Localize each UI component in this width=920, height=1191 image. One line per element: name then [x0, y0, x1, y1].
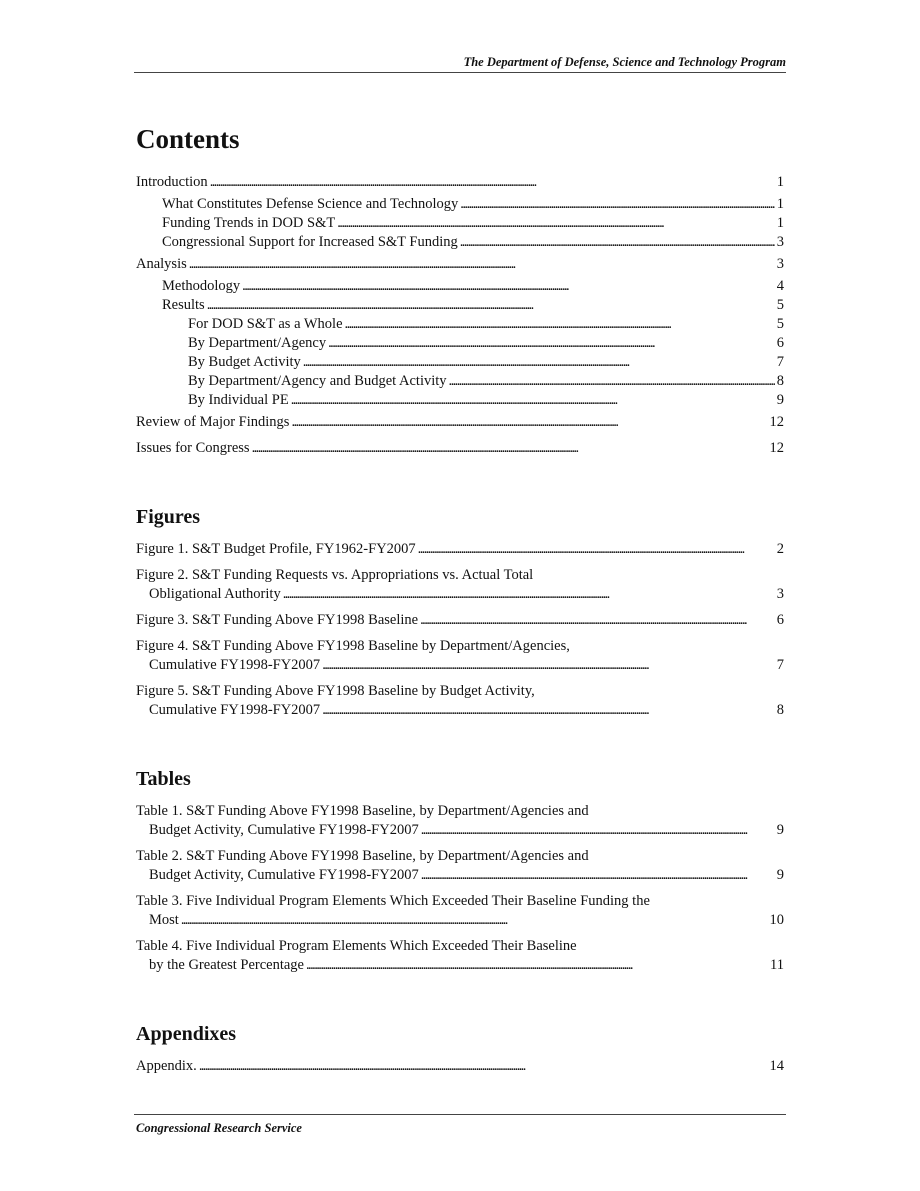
toc-entry-by-budget-activity[interactable]: By Budget Activity . . . 7: [136, 353, 784, 372]
table-of-contents: [136, 124, 784, 1076]
figure-entry-1[interactable]: Figure 1. S&T Budget Profile, FY1962-FY2007 . . . 2: [136, 540, 784, 559]
toc-entry-by-department[interactable]: By Department/Agency . . . 6: [136, 334, 784, 353]
figure-entry-2[interactable]: Figure 2. S&T Funding Requests vs. Appropriations vs. Actual Total Obligational Authority . . . 3: [136, 566, 784, 604]
running-header: The Department of Defense, Science and Technology Program: [463, 55, 786, 69]
contents-heading: Contents: [136, 124, 240, 154]
toc-entry-results[interactable]: Results . . . 5: [136, 296, 784, 315]
tables-heading: Tables: [136, 768, 191, 790]
toc-entry-introduction[interactable]: Introduction . . . 1: [136, 173, 784, 192]
table-entry-4[interactable]: Table 4. Five Individual Program Elements Which Exceeded Their Baseline by the Greatest Percentage . . . 11: [136, 937, 784, 975]
toc-entry-methodology[interactable]: Methodology . . . 4: [136, 277, 784, 296]
toc-entry-issues-congress[interactable]: Issues for Congress . . . 12: [136, 439, 784, 458]
running-footer: Congressional Research Service: [136, 1121, 302, 1135]
toc-entry-what-constitutes[interactable]: What Constitutes Defense Science and Technology . . . 1: [136, 195, 784, 214]
toc-entry-funding-trends[interactable]: Funding Trends in DOD S&T . . . 1: [136, 214, 784, 233]
figure-entry-4[interactable]: Figure 4. S&T Funding Above FY1998 Baseline by Department/Agencies, Cumulative FY1998-FY2007 . . . 7: [136, 637, 784, 675]
toc-entry-dod-st-whole[interactable]: For DOD S&T as a Whole . . . 5: [136, 315, 784, 334]
table-entry-2[interactable]: Table 2. S&T Funding Above FY1998 Baseline, by Department/Agencies and Budget Activity, Cumulative FY1998-FY2007 . . . 9: [136, 847, 784, 885]
toc-entry-by-individual-pe[interactable]: By Individual PE . . . 9: [136, 391, 784, 410]
figures-heading: Figures: [136, 506, 201, 528]
header-rule: [134, 72, 786, 73]
toc-entry-analysis[interactable]: Analysis . . . 3: [136, 255, 784, 274]
toc-entry-review-findings[interactable]: Review of Major Findings . . . 12: [136, 413, 784, 432]
figure-entry-3[interactable]: Figure 3. S&T Funding Above FY1998 Baseline . . . 6: [136, 611, 784, 630]
toc-entry-congressional-support[interactable]: Congressional Support for Increased S&T Funding . . . 3: [136, 233, 784, 252]
table-entry-3[interactable]: Table 3. Five Individual Program Elements Which Exceeded Their Baseline Funding the Most . . . 10: [136, 892, 784, 930]
toc-entry-by-department-and-budget[interactable]: By Department/Agency and Budget Activity . . . 8: [136, 372, 784, 391]
table-entry-1[interactable]: Table 1. S&T Funding Above FY1998 Baseline, by Department/Agencies and Budget Activity, Cumulative FY1998-FY2007 . . . 9: [136, 802, 784, 840]
figure-entry-5[interactable]: Figure 5. S&T Funding Above FY1998 Baseline by Budget Activity, Cumulative FY1998-FY2007 . . . 8: [136, 682, 784, 720]
appendix-entry[interactable]: Appendix. . . . 14: [136, 1057, 784, 1076]
appendixes-heading: Appendixes: [136, 1023, 237, 1045]
footer-rule: [134, 1114, 786, 1115]
